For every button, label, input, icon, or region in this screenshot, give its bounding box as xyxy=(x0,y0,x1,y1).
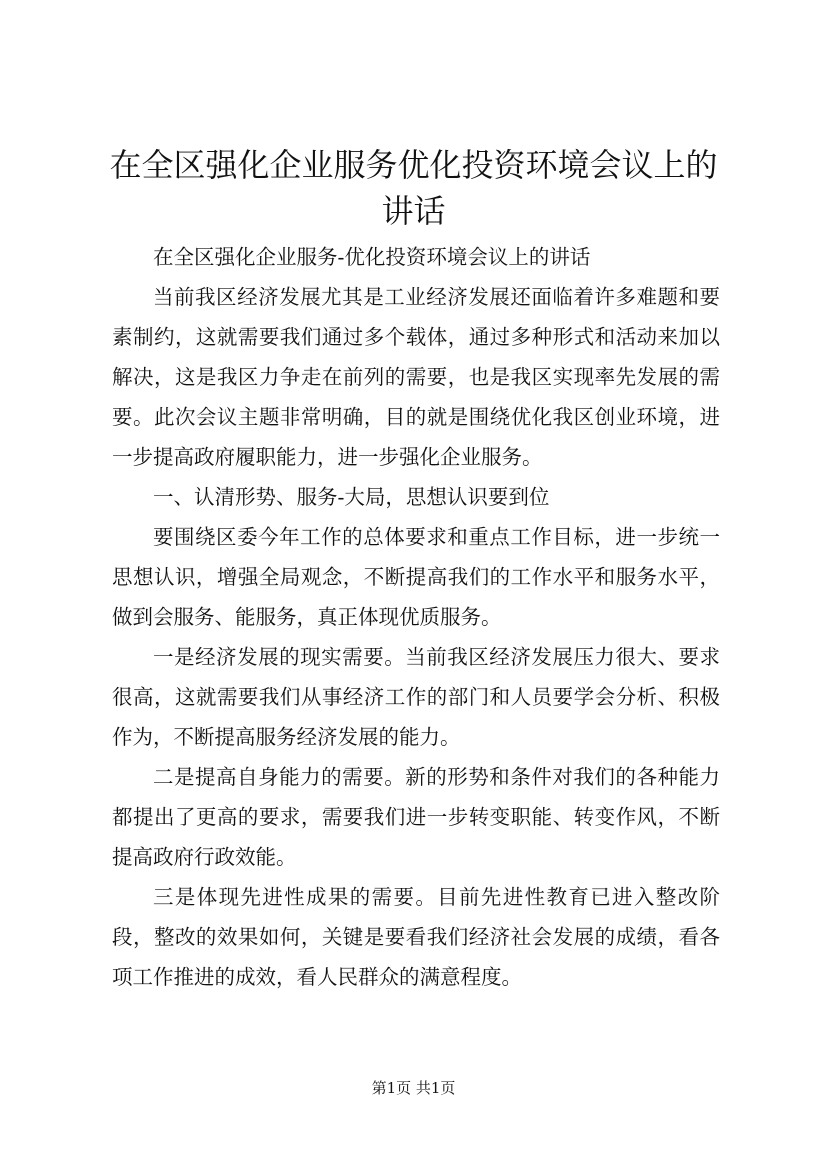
paragraph: 二是提高自身能力的需要。新的形势和条件对我们的各种能力都提出了更高的要求，需要我们进一步转变职能、转变作风，不断提高政府行政效能。 xyxy=(112,765,720,869)
paragraph: 三是体现先进性成果的需要。目前先进性教育已进入整改阶段，整改的效果如何，关键是要看我们经济社会发展的成绩，看各项工作推进的成效，看人民群众的满意程度。 xyxy=(112,885,720,989)
paragraph-intro: 当前我区经济发展尤其是工业经济发展还面临着许多难题和要素制约，这就需要我们通过多个载体，通过多种形式和活动来加以解决，这是我区力争走在前列的需要，也是我区实现率先发展的需要。此次会议主题非常明确，目的就是围绕优化我区创业环境，进一步提高政府履职能力，进一步强化企业服务。 xyxy=(112,285,720,469)
paragraph-subtitle: 在全区强化企业服务-优化投资环境会议上的讲话 xyxy=(153,245,591,269)
page-footer: 第1页 共1页 xyxy=(371,1079,456,1097)
paragraph: 一是经济发展的现实需要。当前我区经济发展压力很大、要求很高，这就需要我们从事经济工作的部门和人员要学会分析、积极作为，不断提高服务经济发展的能力。 xyxy=(112,645,720,749)
document-body xyxy=(112,237,720,997)
document-title: 在全区强化企业服务优化投资环境会议上的讲话 xyxy=(109,146,718,230)
paragraph: 要围绕区委今年工作的总体要求和重点工作目标，进一步统一思想认识，增强全局观念，不断提高我们的工作水平和服务水平，做到会服务、能服务，真正体现优质服务。 xyxy=(112,525,720,629)
section-heading-1: 一、认清形势、服务-大局，思想认识要到位 xyxy=(153,485,550,509)
